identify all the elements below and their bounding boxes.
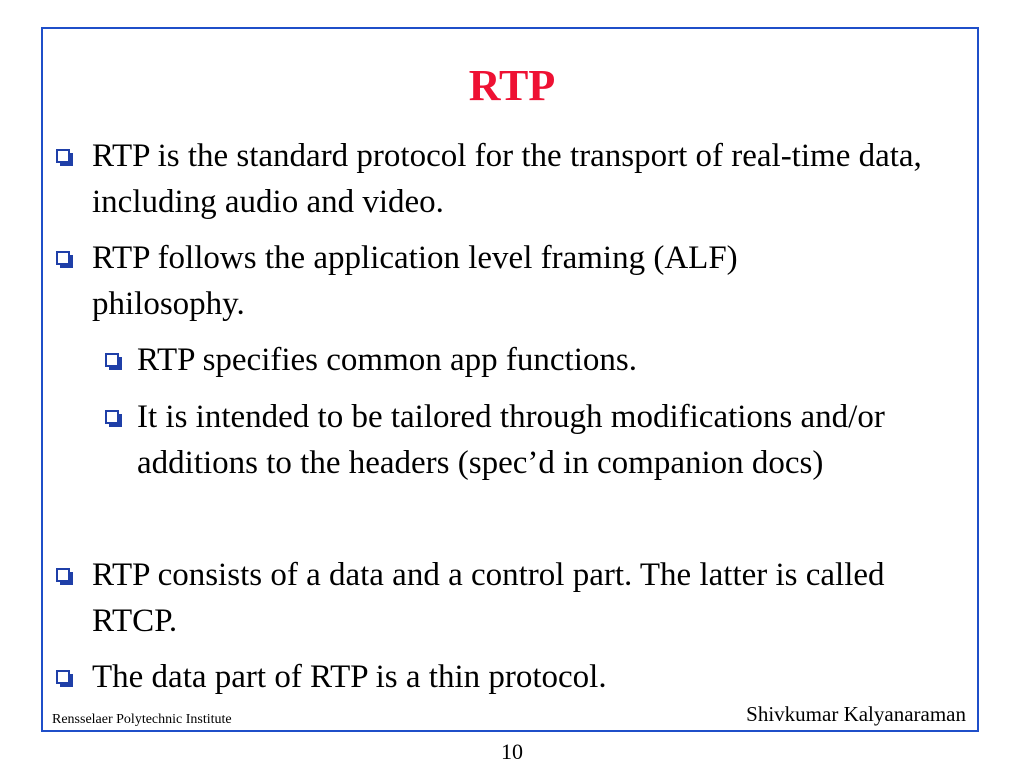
sub-bullet-item-1 [137, 337, 967, 383]
page-number: 10 [501, 739, 523, 764]
bullet-text: RTP is the standard protocol for the transport of real-time data, including audio and video. [92, 138, 922, 220]
checkbox-bullet-icon [56, 670, 70, 684]
footer-institution: Rensselaer Polytechnic Institute [52, 712, 232, 727]
checkbox-bullet-icon [56, 149, 70, 163]
bullet-item-3 [92, 552, 962, 644]
bullet-text: RTP specifies common app functions. [137, 342, 637, 378]
checkbox-bullet-icon [56, 568, 70, 582]
bullet-item-1 [92, 133, 952, 225]
bullet-text: The data part of RTP is a thin protocol. [92, 659, 607, 695]
bullet-item-4 [92, 654, 962, 700]
slide-title: RTP [468, 61, 556, 110]
checkbox-bullet-icon [56, 251, 70, 265]
checkbox-bullet-icon [105, 410, 119, 424]
bullet-item-2 [92, 235, 892, 327]
bullet-text: RTP follows the application level framing (ALF) philosophy. [92, 240, 738, 322]
sub-bullet-item-2 [137, 394, 937, 486]
bullet-text: RTP consists of a data and a control part. The latter is called RTCP. [92, 557, 885, 639]
bullet-text: It is intended to be tailored through modifications and/or additions to the headers (spec’d in companion docs) [137, 399, 885, 481]
checkbox-bullet-icon [105, 353, 119, 367]
footer-author: Shivkumar Kalyanaraman [746, 702, 966, 726]
